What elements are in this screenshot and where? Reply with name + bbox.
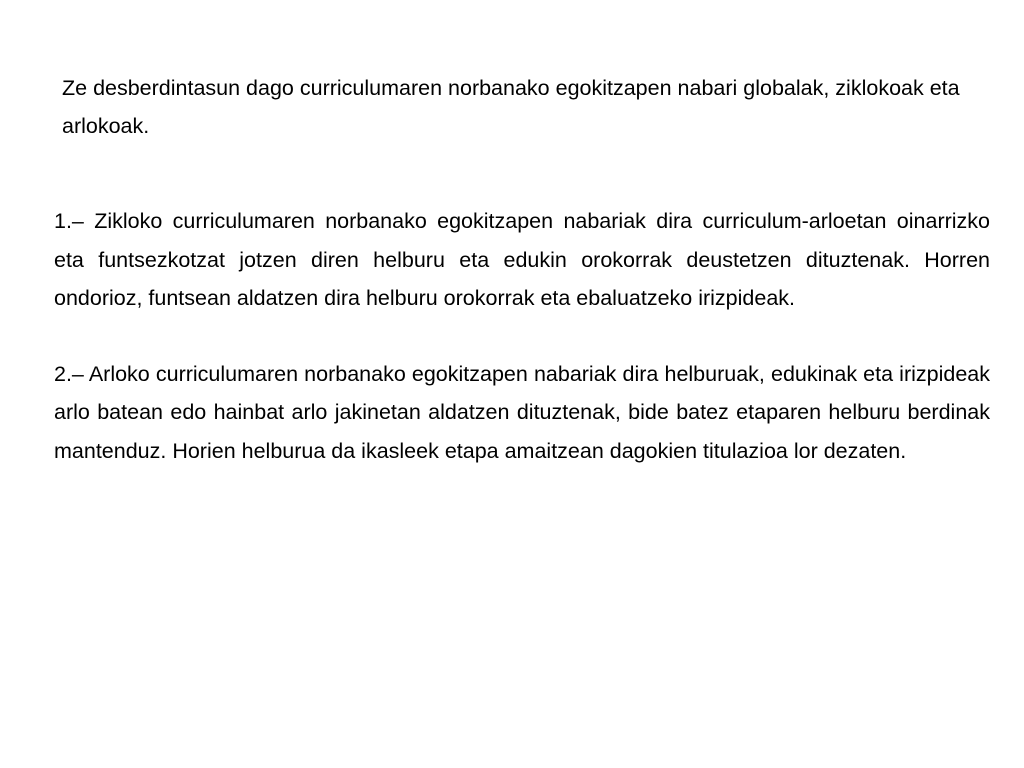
question-heading: Ze desberdintasun dago curriculumaren norbanako egokitzapen nabari globalak, ziklokoak eta arlokoak.	[62, 76, 960, 138]
answers-block	[54, 202, 990, 507]
answer-paragraph-2: 2.– Arloko curriculumaren norbanako egokitzapen nabariak dira helburuak, edukinak eta irizpideak arlo batean edo hainbat arlo jakinetan aldatzen dituztenak, bide batez etaparen helburu berdinak mantenduz. Horien helburua da ikasleek etapa amaitzean dagokien titulazioa lor dezaten.	[54, 361, 990, 463]
answer-paragraph-1: 1.– Zikloko curriculumaren norbanako egokitzapen nabariak dira curriculum-arloetan oinarrizko eta funtsezkotzat jotzen diren helburu eta edukin orokorrak deustetzen dituztenak. Horren ondorioz, funtsean aldatzen dira helburu orokorrak eta ebaluatzeko irizpideak.	[54, 209, 990, 310]
